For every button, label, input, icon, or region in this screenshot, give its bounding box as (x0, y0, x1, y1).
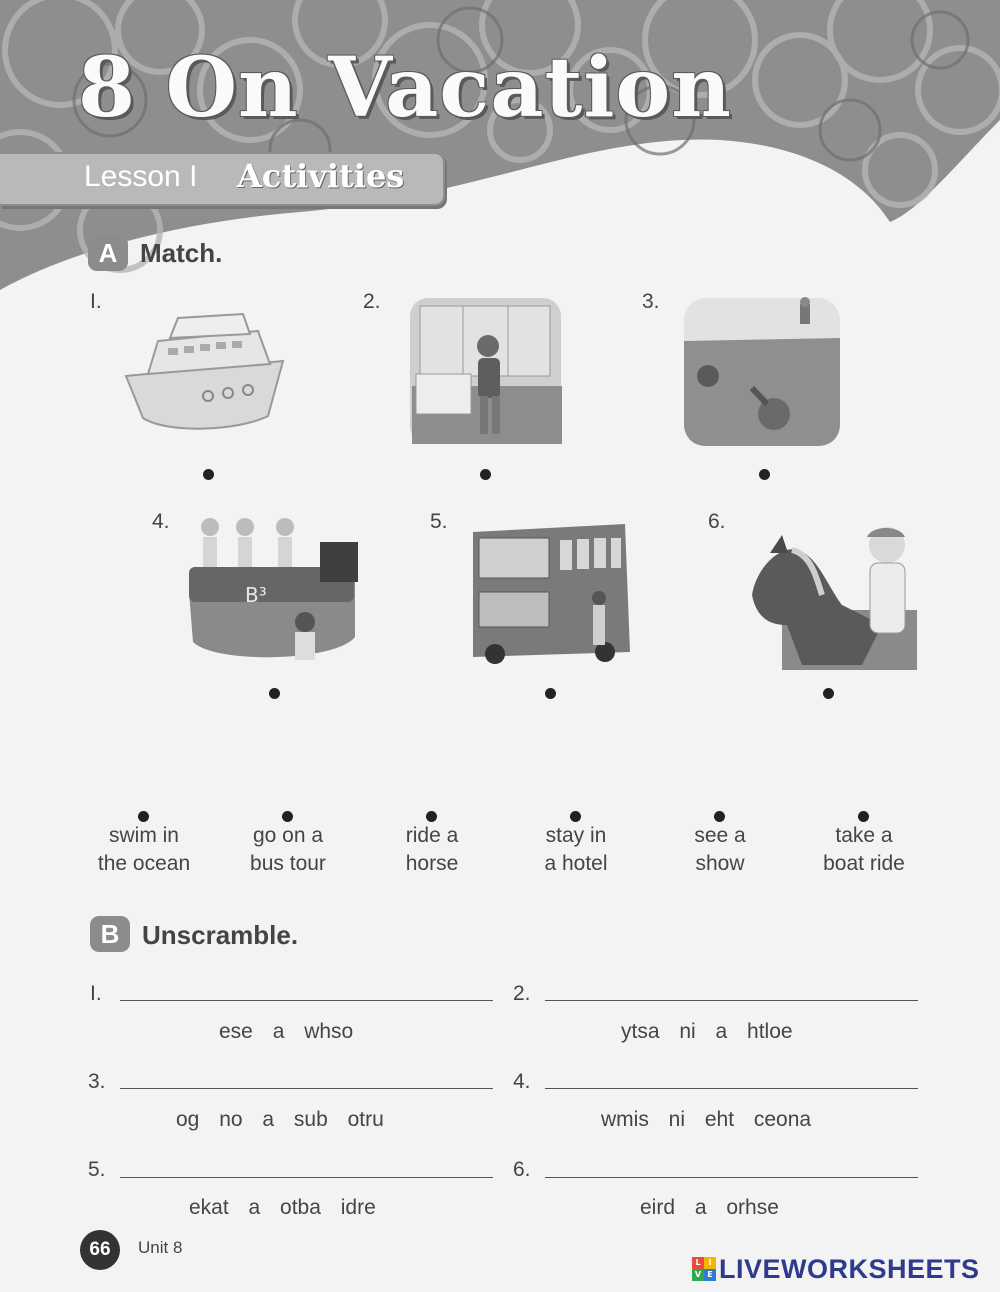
lesson-label: Lesson I (84, 160, 198, 193)
unscramble-number-6: 6. (513, 1158, 531, 1181)
phrase-dot-1[interactable] (138, 811, 149, 822)
section-b-title: Unscramble. (142, 920, 299, 950)
unscramble-number-3: 3. (88, 1070, 106, 1093)
phrase-ride-a-horse (357, 822, 507, 878)
phrase-see-a-show (645, 822, 795, 878)
answer-line-1[interactable] (120, 1000, 493, 1001)
phrase-line-1: see a (694, 824, 746, 847)
horse-icon (742, 525, 917, 670)
picture-dot-6[interactable] (823, 688, 834, 699)
picture-number-5: 5. (430, 510, 448, 533)
phrase-stay-in-a-hotel (501, 822, 651, 878)
unit-label: Unit 8 (138, 1238, 183, 1257)
picture-number-3: 3. (642, 290, 660, 313)
answer-line-5[interactable] (120, 1177, 493, 1178)
phrase-line-2: a hotel (544, 852, 608, 875)
unscramble-number-4: 4. (513, 1070, 531, 1093)
scrambled-words-3: og no a sub otru (176, 1108, 384, 1131)
picture-dot-5[interactable] (545, 688, 556, 699)
brand-text: LIVEWORKSHEETS (719, 1253, 980, 1284)
scrambled-words-1: ese a whso (219, 1020, 354, 1043)
phrase-dot-4[interactable] (570, 811, 581, 822)
picture-dot-2[interactable] (480, 469, 491, 480)
picture-dot-4[interactable] (269, 688, 280, 699)
phrase-dot-2[interactable] (282, 811, 293, 822)
phrase-line-2: horse (405, 852, 459, 875)
picture-number-6: 6. (708, 510, 726, 533)
picture-dot-1[interactable] (203, 469, 214, 480)
phrase-line-1: ride a (405, 824, 459, 847)
phrase-line-2: boat ride (823, 852, 905, 875)
section-b-badge: B (90, 916, 130, 952)
stage-show-icon (185, 512, 360, 664)
phrase-take-a-boat-ride (789, 822, 939, 878)
phrase-line-1: swim in (108, 824, 179, 847)
phrase-line-1: take a (835, 824, 893, 847)
unscramble-number-2: 2. (513, 982, 531, 1005)
phrase-line-1: go on a (252, 824, 324, 847)
phrase-line-2: bus tour (250, 852, 326, 875)
picture-dot-3[interactable] (759, 469, 770, 480)
phrase-dot-6[interactable] (858, 811, 869, 822)
answer-line-6[interactable] (545, 1177, 918, 1178)
unit-title: 8 On Vacation (78, 40, 732, 136)
answer-line-3[interactable] (120, 1088, 493, 1089)
liveworksheets-logo-icon: L I V E (692, 1257, 716, 1281)
phrase-line-2: show (695, 852, 745, 875)
unscramble-number-1: I. (90, 982, 102, 1005)
phrase-line-1: stay in (545, 824, 607, 847)
page-number: 66 (80, 1230, 120, 1270)
answer-line-2[interactable] (545, 1000, 918, 1001)
picture-number-1: I. (90, 290, 102, 313)
scrambled-words-6: eird a orhse (640, 1196, 779, 1219)
swimming-icon (682, 296, 842, 448)
picture-number-2: 2. (363, 290, 381, 313)
picture-number-4: 4. (152, 510, 170, 533)
phrase-dot-3[interactable] (426, 811, 437, 822)
bus-icon (465, 512, 640, 667)
scrambled-words-4: wmis ni eht ceona (601, 1108, 812, 1131)
boat-icon (118, 306, 298, 436)
section-a-badge: A (88, 235, 128, 271)
phrase-go-on-a-bus-tour (213, 822, 363, 878)
hotel-room-icon (408, 296, 563, 446)
phrase-line-2: the ocean (97, 852, 191, 875)
liveworksheets-brand[interactable] (692, 1252, 980, 1286)
unscramble-number-5: 5. (88, 1158, 106, 1181)
section-a-title: Match. (140, 238, 223, 268)
answer-line-4[interactable] (545, 1088, 918, 1089)
scrambled-words-5: ekat a otba idre (189, 1196, 376, 1219)
svg-text:B³: B³ (245, 583, 267, 607)
scrambled-words-2: ytsa ni a htloe (621, 1020, 793, 1043)
phrase-dot-5[interactable] (714, 811, 725, 822)
lesson-name: Activities (237, 157, 405, 195)
phrase-swim-in-the-ocean (69, 822, 219, 878)
